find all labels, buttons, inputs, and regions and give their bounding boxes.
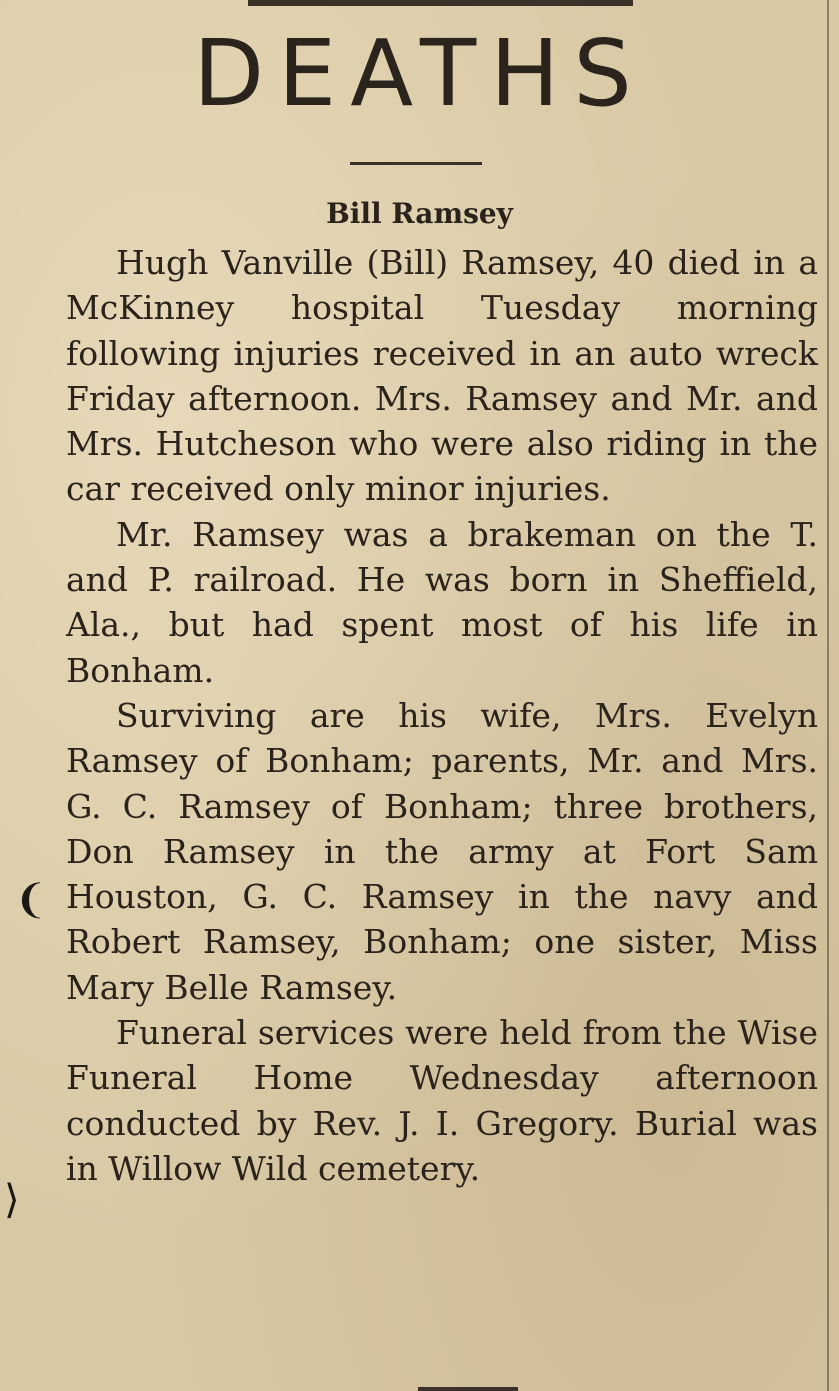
- paragraph-occupation: Mr. Ramsey was a brakeman on the T. and P. railroad. He was born in Sheffield, Ala., but had spent most of his life in Bonham.: [66, 514, 818, 690]
- paragraph-injuries: Hugh Vanville (Bill) Ramsey, 40 died in a McKinney hospital Tuesday morning following injuries received in an auto wreck Friday afternoon. Mrs. Ramsey and Mr. and Mrs. Hutcheson who were also riding in the car received only minor injuries.: [66, 243, 818, 509]
- top-rule: [248, 0, 633, 6]
- headline-divider: [350, 162, 482, 165]
- section-headline: DEATHS: [193, 20, 646, 127]
- bottom-rule: [418, 1387, 518, 1391]
- obituary-name: Bill Ramsey: [326, 197, 513, 230]
- paragraph-survivors: Surviving are his wife, Mrs. Evelyn Ramsey of Bonham; parents, Mr. and Mrs. G. C. Ramsey of Bonham; three brothers, Don Ramsey in the army at Fort Sam Houston, G. C. Ramsey in the navy and Robert Ramsey, Bonham; one sister, Miss Mary Belle Ramsey.: [66, 695, 818, 1007]
- paper-tear-mark: ⟩: [4, 1177, 20, 1223]
- obituary-body: [66, 240, 818, 1191]
- paragraph-funeral: Funeral services were held from the Wise Funeral Home Wednesday afternoon conducted by Rev. J. I. Gregory. Burial was in Willow Wild cemetery.: [66, 1013, 818, 1188]
- paper-tear-mark: ❨: [14, 877, 48, 923]
